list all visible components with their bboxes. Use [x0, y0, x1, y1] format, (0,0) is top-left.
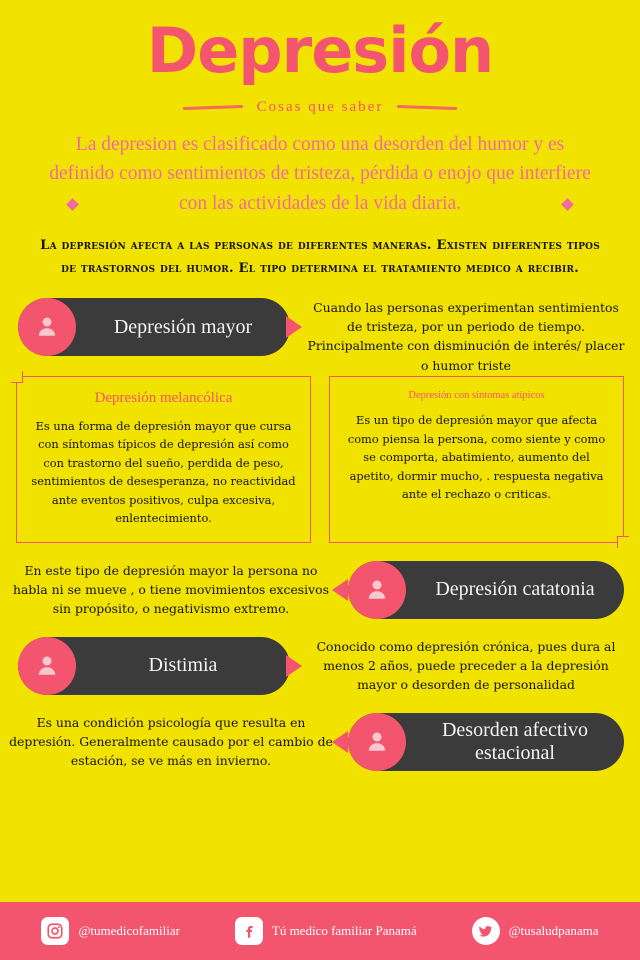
pill-label: Depresión mayor: [113, 315, 253, 338]
block-description: En este tipo de depresión mayor la persona no habla ni se mueve , o tiene movimientos excesivos sin propósito, o negativismo extremo.: [13, 562, 329, 617]
social-facebook[interactable]: [235, 917, 417, 945]
corner-decoration: [617, 536, 629, 548]
dash-right-decoration: [397, 105, 457, 110]
block-description: Es una condición psicología que resulta en depresión. Generalmente causado por el cambio de estación, se ve más en invierno.: [9, 714, 333, 769]
footer-social-bar: [0, 902, 640, 960]
arrow-right-icon: [286, 316, 302, 338]
dash-left-decoration: [183, 105, 243, 110]
block-description: Conocido como depresión crónica, pues dura al menos 2 años, puede preceder a la depresión mayor o desorden de personalidad: [316, 638, 616, 693]
person-icon: [348, 561, 406, 619]
social-handle: @tusaludpanama: [508, 923, 599, 938]
pill-label: Distimia: [148, 654, 218, 677]
subtitle-row: [0, 99, 640, 116]
pill-depresion-mayor[interactable]: [18, 298, 290, 356]
person-icon: [18, 637, 76, 695]
page-title: Depresión: [146, 14, 494, 87]
person-icon: [348, 713, 406, 771]
page-subtitle: Cosas que saber: [256, 99, 384, 116]
subintro-paragraph: La depresión afecta a las personas de diferentes maneras. Existen diferentes tipos de trastornos del humor. El tipo determina el tratamiento medico a recibir.: [40, 237, 600, 276]
social-instagram[interactable]: [41, 917, 180, 945]
pill-label: Depresión catatonia: [435, 578, 595, 601]
social-handle: @tumedicofamiliar: [78, 923, 180, 938]
intro-paragraph: La depresion es clasificado como una desorden del humor y es definido como sentimientos de tristeza, pérdida o enojo que interfiere con las actividades de la vida diaria.: [49, 134, 591, 214]
arrow-right-icon: [286, 655, 302, 677]
social-handle: Tú medico familiar Panamá: [271, 923, 417, 938]
block-desorden-afectivo-estacional: [0, 713, 640, 771]
pill-label: Desorden afectivo estacional: [441, 718, 589, 764]
corner-decoration: [11, 371, 23, 383]
block-depresion-mayor: [0, 298, 640, 373]
pill-desorden-afectivo-estacional[interactable]: [348, 713, 624, 771]
box-title: Depresión melancólica: [94, 390, 233, 407]
pill-distimia[interactable]: [18, 637, 290, 695]
twitter-icon: [472, 917, 500, 945]
block-description: Cuando las personas experimentan sentimientos de tristeza, por un periodo de tiempo. Principalmente con disminución de interés/ placer o humor triste: [307, 300, 625, 373]
box-body: Es un tipo de depresión mayor que afecta como piensa la persona, como siente y como se comporta, abatimiento, aumento del apetito, dormir mucho, . respuesta negativa ante el rechazo o criticas.: [347, 413, 606, 502]
box-body: Es una forma de depresión mayor que cursa con síntomas típicos de depresión así como con trastorno del sueño, perdida de peso, sentimientos de desesperanza, no reactividad ante eventos positivos, culpa excesiva, enlentecimiento.: [31, 418, 296, 526]
person-icon: [18, 298, 76, 356]
box-depresion-atipica: [329, 376, 624, 543]
box-title: Depresión con síntomas atípicos: [408, 390, 545, 402]
facebook-icon: [235, 917, 263, 945]
block-depresion-catatonia: [0, 561, 640, 619]
instagram-icon: [41, 917, 69, 945]
block-distimia: [0, 637, 640, 695]
box-depresion-melancolica: [16, 376, 311, 543]
pill-depresion-catatonia[interactable]: [348, 561, 624, 619]
social-twitter[interactable]: [472, 917, 599, 945]
boxes-row: [16, 376, 624, 543]
intro-section: [0, 130, 640, 218]
